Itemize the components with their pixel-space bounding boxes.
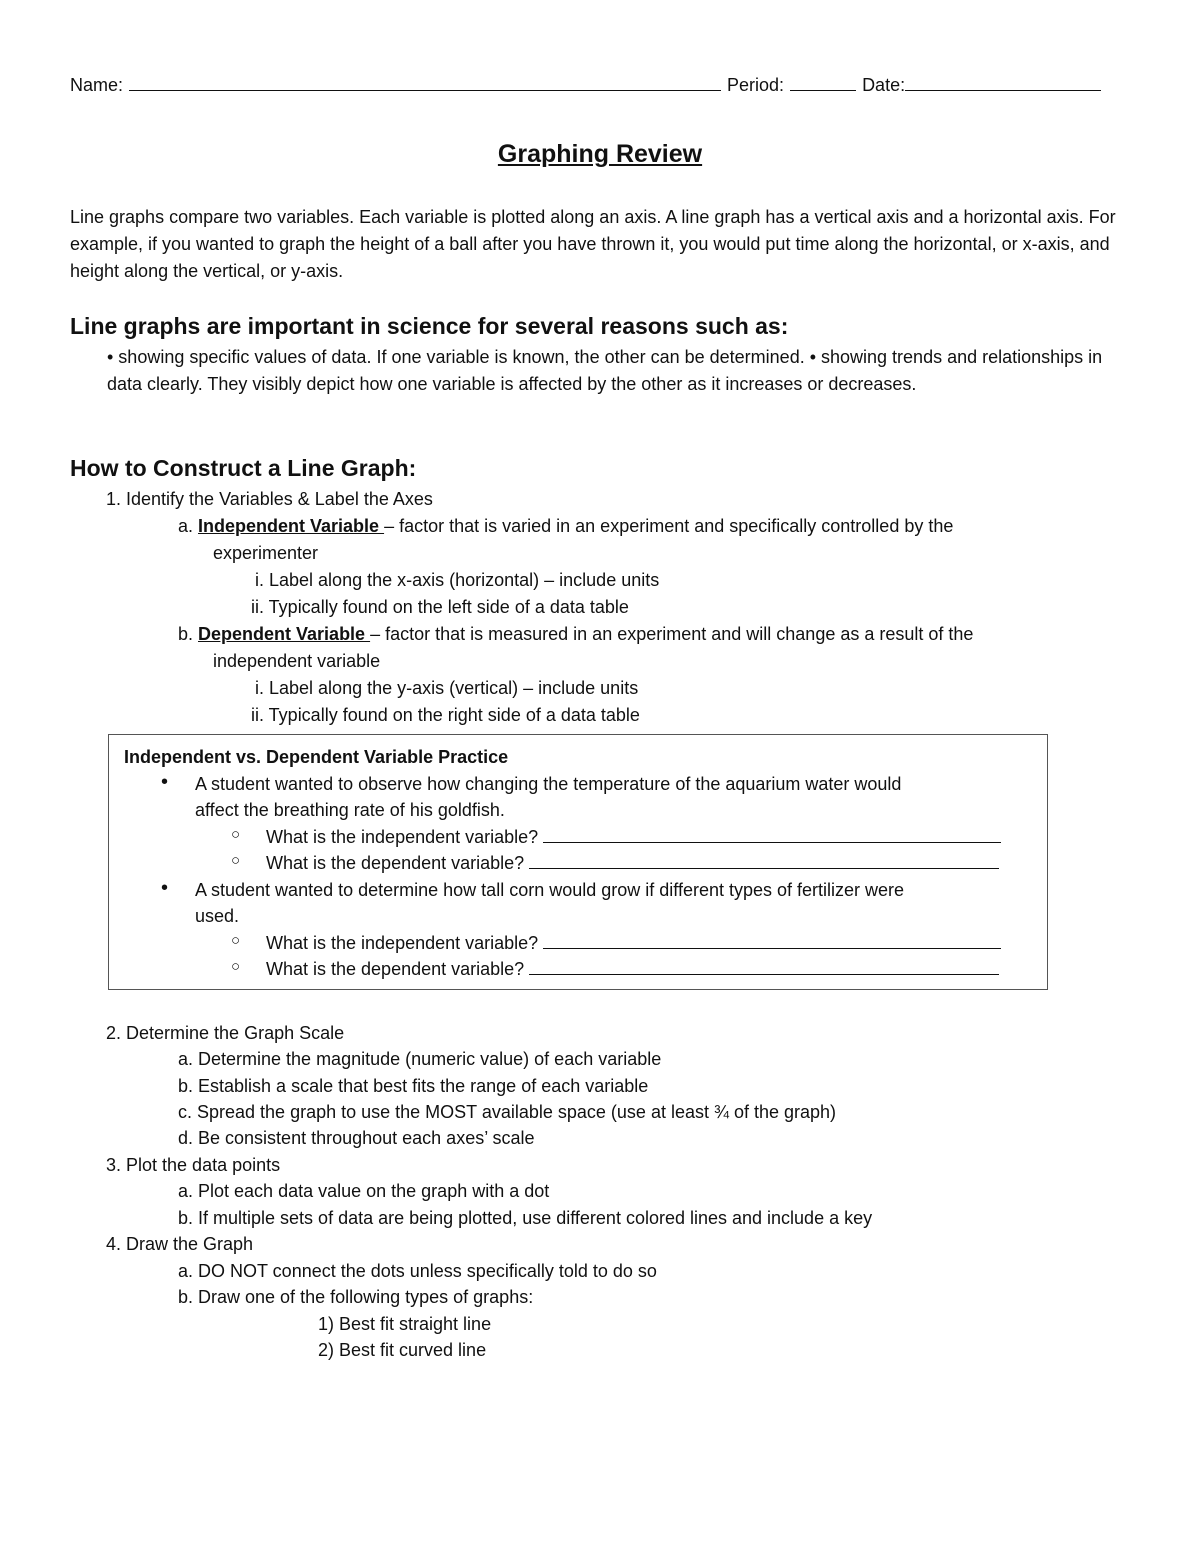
question-2-dependent <box>266 956 999 982</box>
step-2c: c. Spread the graph to use the MOST available space (use at least ¾ of the graph) <box>178 1102 837 1122</box>
reasons-heading: Line graphs are important in science for several reasons such as: <box>70 313 789 339</box>
practice-title: Independent vs. Dependent Variable Practice <box>124 747 509 767</box>
step-1b-definition-cont: independent variable <box>213 651 381 671</box>
step-4b-2: 2) Best fit curved line <box>318 1340 487 1360</box>
question-2-line-1: A student wanted to determine how tall corn would grow if different types of fertilizer were <box>195 880 905 900</box>
independent-variable-term: Independent Variable <box>198 516 385 536</box>
step-4: 4. Draw the Graph <box>106 1234 254 1254</box>
date-field[interactable] <box>905 72 1101 91</box>
q1-dependent-answer[interactable] <box>529 850 999 869</box>
step-1a-definition-cont: experimenter <box>213 543 319 563</box>
page-title: Graphing Review <box>497 140 703 168</box>
step-2: 2. Determine the Graph Scale <box>106 1023 345 1043</box>
step-4b: b. Draw one of the following types of graphs: <box>178 1287 534 1307</box>
independent-prompt: What is the independent variable? <box>266 827 539 847</box>
question-2-line-2: used. <box>195 906 240 926</box>
intro-paragraph: Line graphs compare two variables. Each variable is plotted along an axis. A line graph has a vertical axis and a horizontal axis. For example, if you wanted to graph the height of a ball after you have thrown it, you would put time along the horizontal, or x-axis, and height along the vertical, or y-axis. <box>70 207 1116 281</box>
dependent-prompt: What is the dependent variable? <box>266 853 525 873</box>
construct-heading: How to Construct a Line Graph: <box>70 455 417 481</box>
bullet-icon: • <box>161 771 169 793</box>
practice-box <box>108 734 1048 990</box>
step-4a: a. DO NOT connect the dots unless specifically told to do so <box>178 1261 657 1281</box>
independent-prompt: What is the independent variable? <box>266 933 539 953</box>
step-3b: b. If multiple sets of data are being plotted, use different colored lines and include a key <box>178 1208 873 1228</box>
date-label: Date: <box>862 75 906 95</box>
step-1b-prefix: b. <box>178 624 199 644</box>
step-2d: d. Be consistent throughout each axes’ scale <box>178 1128 535 1148</box>
question-2-independent <box>266 930 1001 956</box>
step-4b-1: 1) Best fit straight line <box>318 1314 492 1334</box>
reasons-body: • showing specific values of data. If one variable is known, the other can be determined. • showing trends and relationships in data clearly. They visibly depict how one variable is affected by the other as it increases or decreases. <box>107 347 1103 394</box>
period-label: Period: <box>727 75 785 95</box>
circle-bullet-icon: ○ <box>231 852 241 869</box>
step-1a-i: i. Label along the x-axis (horizontal) – include units <box>255 570 660 590</box>
q2-dependent-answer[interactable] <box>529 956 999 975</box>
name-label: Name: <box>70 75 124 95</box>
step-1a <box>178 513 953 540</box>
step-2b: b. Establish a scale that best fits the range of each variable <box>178 1076 649 1096</box>
step-1b <box>178 621 973 648</box>
step-2a: a. Determine the magnitude (numeric value) of each variable <box>178 1049 662 1069</box>
step-1a-definition: – factor that is varied in an experiment and specifically controlled by the <box>384 516 954 536</box>
step-1a-prefix: a. <box>178 516 199 536</box>
step-3: 3. Plot the data points <box>106 1155 281 1175</box>
period-field[interactable] <box>790 72 856 91</box>
dependent-prompt: What is the dependent variable? <box>266 959 525 979</box>
step-1b-ii: ii. Typically found on the right side of a data table <box>251 705 640 725</box>
step-1: 1. Identify the Variables & Label the Axes <box>106 489 433 509</box>
circle-bullet-icon: ○ <box>231 932 241 949</box>
circle-bullet-icon: ○ <box>231 826 241 843</box>
circle-bullet-icon: ○ <box>231 958 241 975</box>
step-1b-i: i. Label along the y-axis (vertical) – include units <box>255 678 639 698</box>
question-1-line-2: affect the breathing rate of his goldfish. <box>195 800 505 820</box>
student-info-header <box>70 72 1125 99</box>
step-3a: a. Plot each data value on the graph with a dot <box>178 1181 550 1201</box>
dependent-variable-term: Dependent Variable <box>198 624 371 644</box>
question-1-independent <box>266 824 1001 850</box>
q1-independent-answer[interactable] <box>543 824 1001 843</box>
name-field[interactable] <box>129 72 721 91</box>
step-1b-definition: – factor that is measured in an experiment and will change as a result of the <box>370 624 974 644</box>
step-1a-ii: ii. Typically found on the left side of a data table <box>251 597 629 617</box>
q2-independent-answer[interactable] <box>543 930 1001 949</box>
question-1-dependent <box>266 850 999 876</box>
question-1-line-1: A student wanted to observe how changing the temperature of the aquarium water would <box>195 774 902 794</box>
bullet-icon: • <box>161 877 169 899</box>
